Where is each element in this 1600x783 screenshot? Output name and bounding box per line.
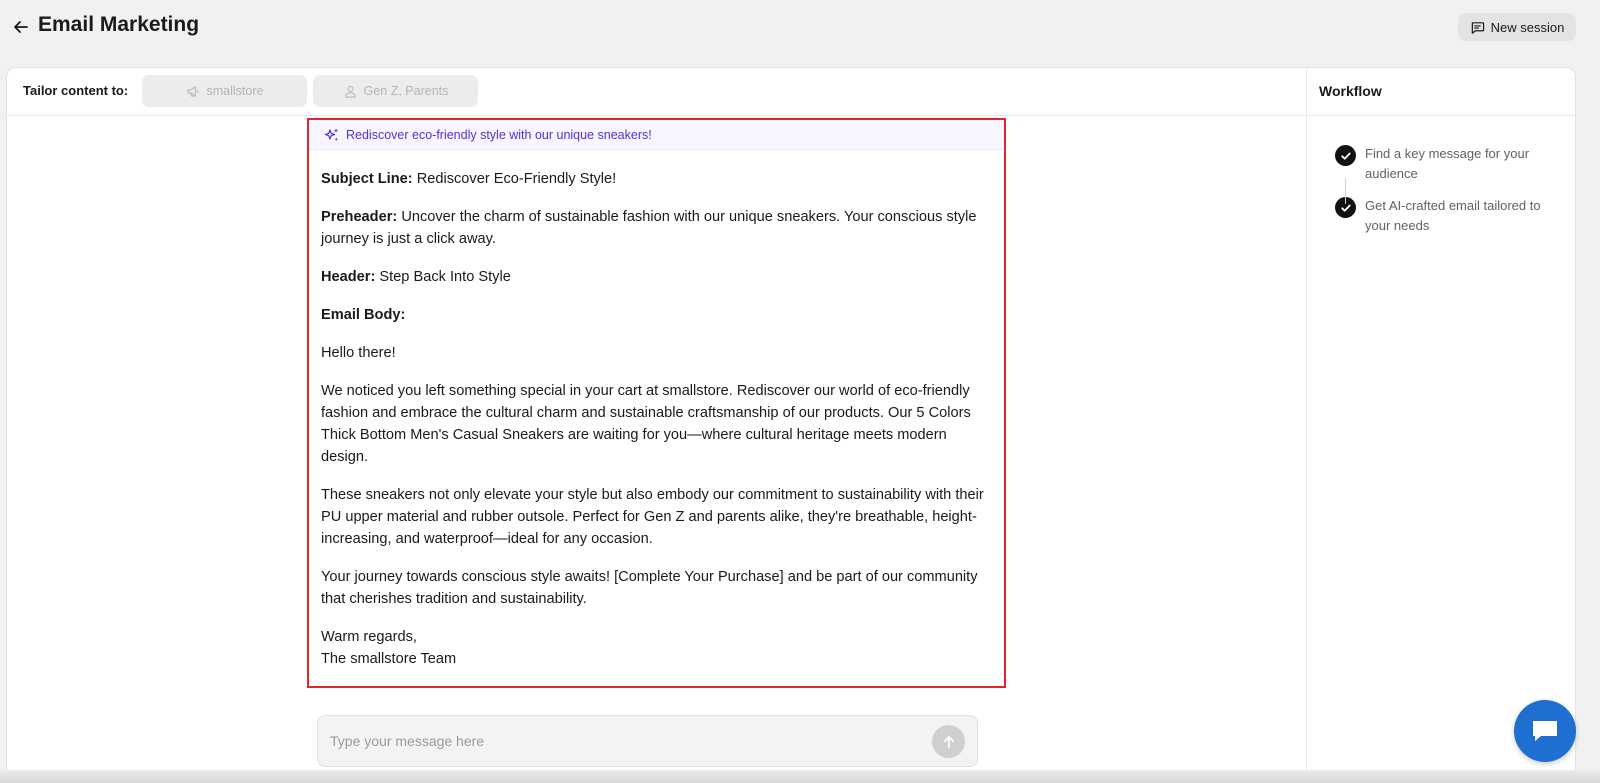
email-signoff — [321, 626, 992, 670]
tailor-label: Tailor content to: — [23, 83, 129, 98]
header-text: Step Back Into Style — [379, 269, 511, 285]
sparkles-icon — [324, 127, 340, 143]
email-content — [309, 150, 1004, 670]
store-selector[interactable] — [142, 75, 307, 107]
tailor-bar — [7, 68, 1306, 116]
check-circle-icon — [1335, 145, 1356, 166]
workflow-step — [1335, 196, 1576, 236]
subject-line — [321, 168, 992, 190]
person-icon — [343, 84, 358, 99]
workflow-panel — [1306, 68, 1576, 783]
workflow-step — [1335, 144, 1576, 184]
workflow-connector — [1345, 178, 1346, 204]
workflow-title: Workflow — [1307, 68, 1576, 116]
email-preview — [307, 118, 1006, 688]
message-input[interactable] — [330, 730, 900, 752]
header-label: Header: — [321, 269, 376, 285]
audience-label: Gen Z, Parents — [363, 84, 449, 98]
email-paragraph: We noticed you left something special in your cart at smallstore. Rediscover our world of eco-friendly fashion and embrace the cultural charm and sustainable craftsmanship of our products. Our 5 Colors Thick Bottom Men's Casual Sneakers are waiting for you—where cultural heritage meets modern design. — [321, 383, 971, 465]
preheader-label: Preheader: — [321, 209, 398, 225]
arrow-up-icon — [942, 735, 956, 749]
email-paragraph: These sneakers not only elevate your style but also embody our commitment to sustainability with their PU upper material and rubber outsole. Perfect for Gen Z and parents alike, they're breathable, height-increasing, and waterproof—ideal for any occasion. — [321, 487, 984, 547]
workflow-step-label: Find a key message for your audience — [1365, 146, 1530, 181]
taskbar-edge — [0, 770, 1600, 783]
subject-label: Subject Line: — [321, 171, 413, 187]
chat-icon — [1530, 717, 1560, 745]
preheader — [321, 206, 992, 250]
signoff-text: Warm regards, — [321, 629, 417, 645]
email-body-label — [321, 304, 992, 326]
email-headline: Rediscover eco-friendly style with our unique sneakers! — [346, 127, 652, 142]
email-headline-bar — [309, 120, 1004, 150]
workflow-steps — [1307, 116, 1576, 236]
back-button[interactable] — [10, 16, 32, 38]
chat-launcher-button[interactable] — [1514, 700, 1576, 762]
megaphone-icon — [186, 84, 201, 99]
preheader-text: Uncover the charm of sustainable fashion with our unique sneakers. Your conscious style journey is just a click away. — [321, 209, 977, 247]
message-composer — [317, 715, 978, 767]
email-greeting: Hello there! — [321, 345, 396, 361]
email-header — [321, 266, 992, 288]
new-session-button[interactable] — [1458, 13, 1576, 41]
signature-text: The smallstore Team — [321, 651, 457, 667]
workflow-step-label: Get AI-crafted email tailored to your needs — [1365, 198, 1541, 233]
email-paragraph: Your journey towards conscious style awaits! [Complete Your Purchase] and be part of our community that cherishes tradition and sustainability. — [321, 569, 978, 607]
subject-text: Rediscover Eco-Friendly Style! — [416, 171, 617, 187]
arrow-left-icon — [13, 19, 29, 35]
audience-selector[interactable] — [313, 75, 478, 107]
store-label: smallstore — [206, 84, 264, 98]
body-label: Email Body: — [321, 307, 406, 323]
top-bar — [0, 0, 1600, 54]
page-title: Email Marketing — [38, 13, 200, 36]
chat-bubble-icon — [1470, 20, 1485, 35]
send-button[interactable] — [932, 725, 965, 758]
new-session-label: New session — [1490, 19, 1565, 35]
